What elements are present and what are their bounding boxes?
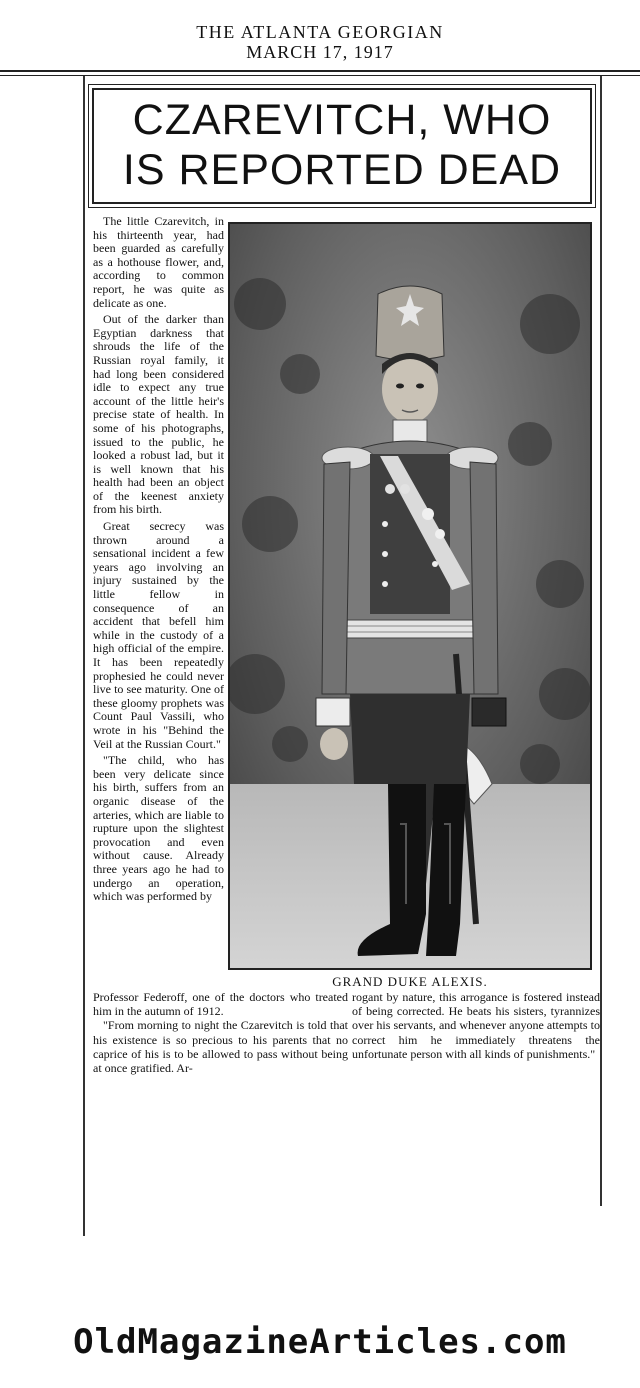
paragraph: Out of the darker than Egyptian darkness that shrouds the life of the Russian royal family, it had long been considered idle to expect any true account of the little heir's precise state of health. In some of his photographs, issued to the public, he looked a robust lad, but it is well known that his health had been an object of the keenest anxiety from his birth. [93, 312, 224, 517]
column-rule-right [600, 76, 602, 1206]
article-column [93, 215, 224, 907]
masthead-rule-thin [0, 75, 640, 76]
paragraph: "The child, who has been very delicate since his birth, suffers from an organic disease of the arteries, which are liable to rupture upon the slightest provocation and even without cause. Already three years ago he had to undergo an operation, which was performed by [93, 753, 224, 904]
publication-date: MARCH 17, 1917 [246, 42, 394, 62]
article-bottom-right [352, 990, 600, 1061]
portrait-photo [228, 222, 592, 970]
paragraph: Great secrecy was thrown around a sensational incident a few years ago involving an injury sustained by the little fellow in consequence of an accident that befell him while in the custody of a high official of the empire. It has been repeatedly prophesied he could never live to see maturity. One of these gloomy prophets was Count Paul Vassili, who wrote in his "Behind the Veil at the Russian Court." [93, 519, 224, 751]
masthead-rule [0, 70, 640, 72]
newspaper-name: THE ATLANTA GEORGIAN [196, 22, 444, 42]
paragraph: "From morning to night the Czarevitch is told that his existence is so precious to his parents that no caprice of his is to be allowed to pass without being at once gratified. Ar- [93, 1018, 348, 1076]
paragraph: rogant by nature, this arrogance is fostered instead of being corrected. He beats his sisters, tyrannizes over his servants, and whenever anyone attempts to correct him he immediately threatens the unfortunate person with all kinds of punishments." [352, 990, 600, 1061]
portrait-image [230, 224, 590, 968]
site-watermark: OldMagazineArticles.com [73, 1322, 567, 1362]
paragraph: The little Czarevitch, in his thirteenth year, had been guarded as carefully as a hothouse flower, and, according to common report, he was quite as delicate as one. [93, 214, 224, 310]
headline-line-2: IS REPORTED DEAD [122, 146, 562, 194]
photo-caption: GRAND DUKE ALEXIS. [332, 974, 488, 989]
headline-box [92, 88, 592, 204]
column-rule-left [83, 76, 85, 1236]
article-bottom-left [93, 990, 348, 1075]
paragraph: Professor Federoff, one of the doctors who treated him in the autumn of 1912. [93, 990, 348, 1019]
headline-line-1: CZAREVITCH, WHO [132, 96, 552, 144]
